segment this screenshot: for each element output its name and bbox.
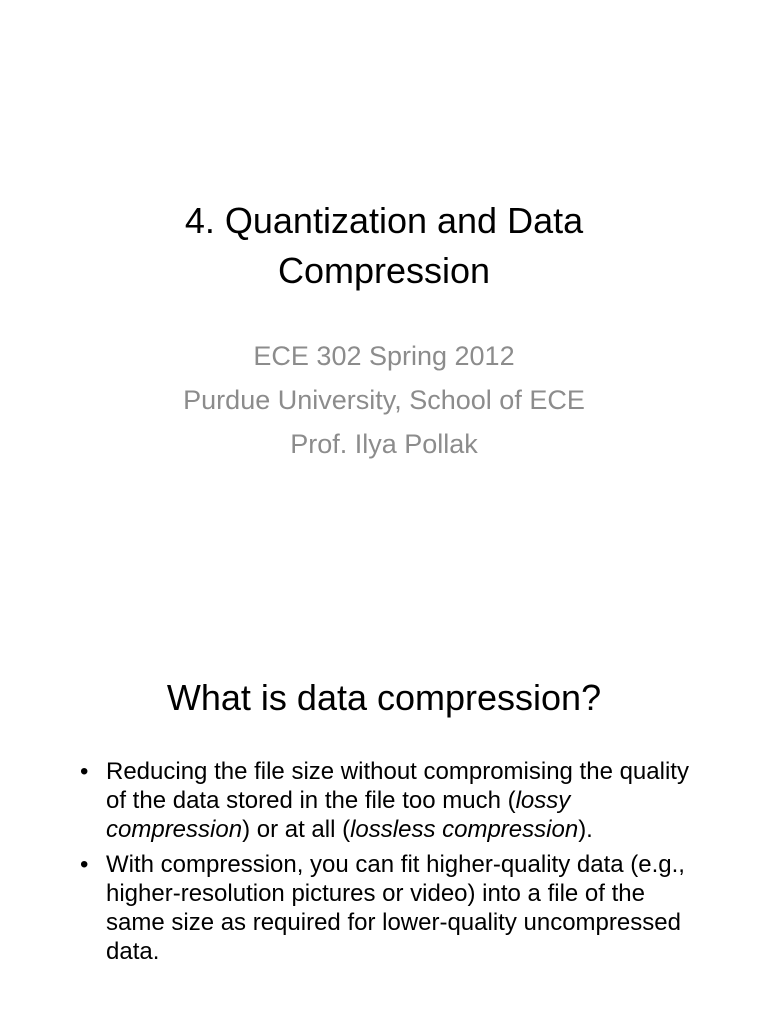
content-slide	[0, 512, 768, 1024]
bullet-text-part: ).	[578, 816, 593, 843]
slide-title	[0, 196, 768, 296]
slide-title: What is data compression?	[166, 677, 602, 718]
slide-subtitle	[0, 334, 768, 466]
bullet-text-part: ) or at all (	[242, 816, 351, 843]
bullet-marker: •	[80, 758, 89, 785]
bullet-item	[80, 757, 700, 844]
lossless-compression-term: lossless compression	[350, 816, 579, 843]
bullet-text: With compression, you can fit higher-quality data (e.g., higher-resolution pictures or video) into a file of the same size as required for lower-quality uncompressed data.	[106, 851, 685, 965]
lossy-compression-term: lossy compression	[106, 787, 571, 843]
bullet-text-part: Reducing the file size without compromising the quality of the data stored in the file too much (	[106, 758, 689, 814]
bullet-item	[80, 850, 700, 966]
bullet-list	[80, 757, 700, 972]
slide-title-line-1: 4. Quantization and Data	[184, 200, 584, 241]
course-name: ECE 302 Spring 2012	[253, 341, 515, 371]
slide-title-line-2: Compression	[277, 250, 491, 291]
professor-name: Prof. Ilya Pollak	[290, 429, 478, 459]
school-name: Purdue University, School of ECE	[183, 385, 585, 415]
bullet-marker: •	[80, 851, 89, 878]
